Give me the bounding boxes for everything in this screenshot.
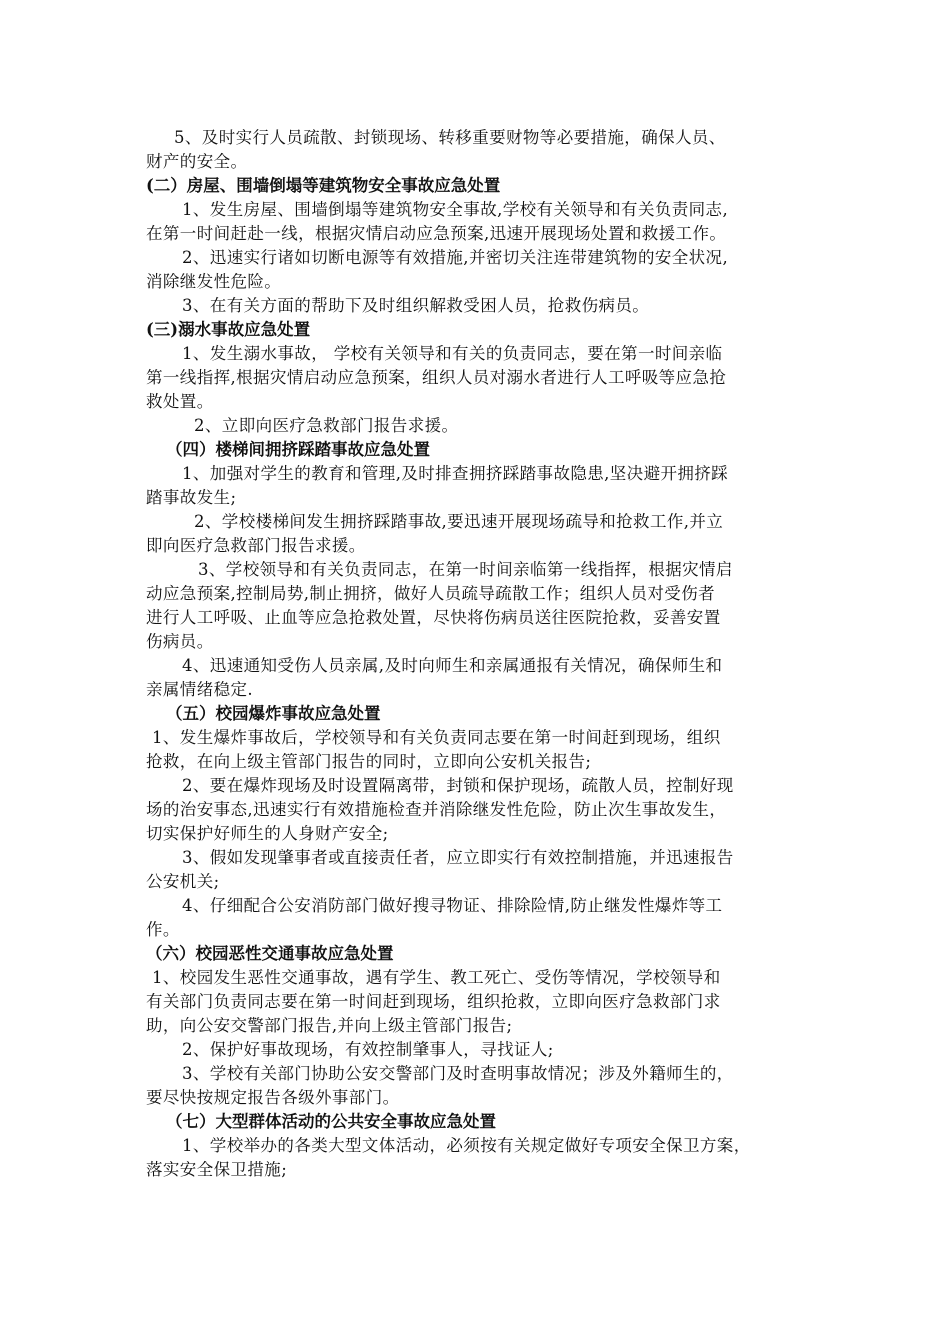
paragraph-line: 3、学校有关部门协助公安交警部门及时查明事故情况；涉及外籍师生的， — [182, 1064, 734, 1083]
paragraph-line: 2、保护好事故现场，有效控制肇事人，寻找证人; — [182, 1040, 554, 1059]
paragraph-line: 抢救，在向上级主管部门报告的同时，立即向公安机关报告; — [146, 752, 592, 771]
paragraph-line: 2、学校楼梯间发生拥挤踩踏事故,要迅速开展现场疏导和抢救工作,并立 — [194, 512, 724, 531]
paragraph-line: 1、发生房屋、围墙倒塌等建筑物安全事故,学校有关领导和有关负责同志, — [182, 200, 729, 219]
paragraph-line: 踏事故发生; — [146, 488, 237, 507]
paragraph-line: 1、加强对学生的教育和管理,及时排查拥挤踩踏事故隐患,坚决避开拥挤踩 — [182, 464, 729, 483]
paragraph-line: 4、仔细配合公安消防部门做好搜寻物证、排除险情,防止继发性爆炸等工 — [182, 896, 723, 915]
document-body — [146, 126, 808, 1182]
section-heading: (三)溺水事故应急处置 — [146, 320, 311, 339]
paragraph-line: 3、学校领导和有关负责同志，在第一时间亲临第一线指挥，根据灾情启 — [198, 560, 733, 579]
paragraph-line: 消除继发性危险。 — [146, 272, 282, 291]
paragraph-line: 助，向公安交警部门报告,并向上级主管部门报告; — [146, 1016, 513, 1035]
paragraph-line: 5、及时实行人员疏散、封锁现场、转移重要财物等必要措施，确保人员、 — [174, 128, 726, 147]
paragraph-line: 有关部门负责同志要在第一时间赶到现场，组织抢救，立即向医疗急救部门求 — [146, 992, 721, 1011]
paragraph-line: 第一线指挥,根据灾情启动应急预案，组织人员对溺水者进行人工呼吸等应急抢 — [146, 368, 727, 387]
paragraph-line: 在第一时间赶赴一线，根据灾情启动应急预案,迅速开展现场处置和救援工作。 — [146, 224, 727, 243]
paragraph-line: 3、假如发现肇事者或直接责任者，应立即实行有效控制措施，并迅速报告 — [182, 848, 734, 867]
paragraph-line: 4、迅速通知受伤人员亲属,及时向师生和亲属通报有关情况，确保师生和 — [182, 656, 723, 675]
paragraph-line: 1、发生爆炸事故后，学校领导和有关负责同志要在第一时间赶到现场，组织 — [152, 728, 721, 747]
paragraph-line: 1、校园发生恶性交通事故，遇有学生、教工死亡、受伤等情况，学校领导和 — [152, 968, 721, 987]
section-heading: （五）校园爆炸事故应急处置 — [166, 704, 381, 723]
paragraph-line: 切实保护好师生的人身财产安全; — [146, 824, 389, 843]
paragraph-line: 要尽快按规定报告各级外事部门。 — [146, 1088, 400, 1107]
section-heading: （七）大型群体活动的公共安全事故应急处置 — [166, 1112, 496, 1131]
paragraph-line: 3、在有关方面的帮助下及时组织解救受困人员，抢救伤病员。 — [182, 296, 650, 315]
paragraph-line: 即向医疗急救部门报告求援。 — [146, 536, 366, 555]
paragraph-line: 场的治安事态,迅速实行有效措施检查并消除继发性危险，防止次生事故发生， — [146, 800, 727, 819]
section-heading: （四）楼梯间拥挤踩踏事故应急处置 — [166, 440, 430, 459]
paragraph-line: 财产的安全。 — [146, 152, 248, 171]
section-heading: （六）校园恶性交通事故应急处置 — [146, 944, 394, 963]
paragraph-line: 2、立即向医疗急救部门报告求援。 — [194, 416, 459, 435]
paragraph-line: 1、发生溺水事故， 学校有关领导和有关的负责同志，要在第一时间亲临 — [182, 344, 723, 363]
section-heading: (二）房屋、围墙倒塌等建筑物安全事故应急处置 — [146, 176, 501, 195]
paragraph-line: 2、要在爆炸现场及时设置隔离带，封锁和保护现场，疏散人员，控制好现 — [182, 776, 734, 795]
paragraph-line: 动应急预案,控制局势,制止拥挤，做好人员疏导疏散工作；组织人员对受伤者 — [146, 584, 715, 603]
paragraph-line: 伤病员。 — [146, 632, 214, 651]
paragraph-line: 亲属情绪稳定. — [146, 680, 254, 699]
paragraph-line: 落实安全保卫措施; — [146, 1160, 288, 1179]
paragraph-line: 作。 — [146, 920, 180, 939]
paragraph-line: 救处置。 — [146, 392, 214, 411]
paragraph-line: 进行人工呼吸、止血等应急抢救处置，尽快将伤病员送往医院抢救，妥善安置 — [146, 608, 721, 627]
paragraph-line: 公安机关; — [146, 872, 220, 891]
paragraph-line: 2、迅速实行诸如切断电源等有效措施,并密切关注连带建筑物的安全状况, — [182, 248, 729, 267]
paragraph-line: 1、学校举办的各类大型文体活动，必须按有关规定做好专项安全保卫方案， — [182, 1136, 751, 1155]
